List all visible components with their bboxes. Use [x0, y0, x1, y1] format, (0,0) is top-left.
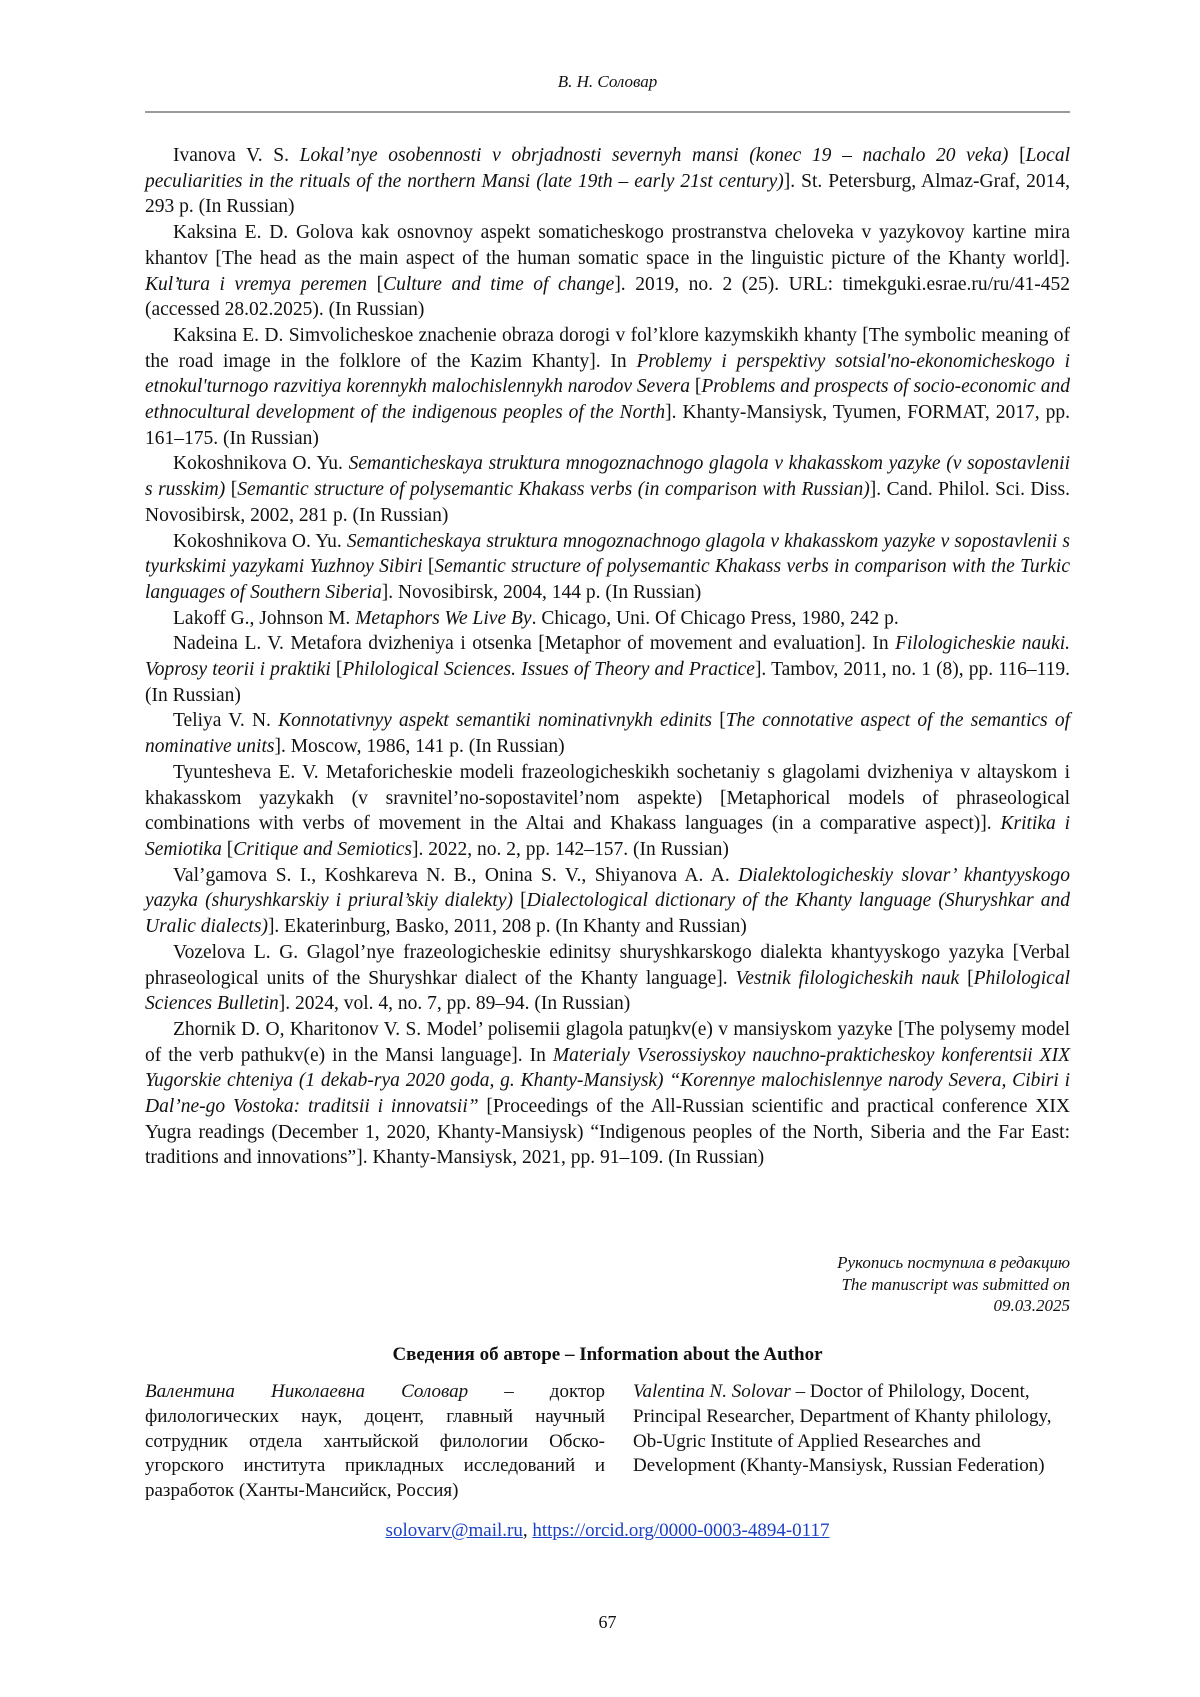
reference-text: Zhornik D. O, Kharitonov V. S. Model’ polisemii glagola patuŋkv(e) v mansiyskom yazyke [The polysemy model of the verb pathukv(e) in the Mansi language]. In	[145, 1018, 1070, 1066]
reference-text: ]. 2022, no. 2, pp. 142–157. (In Russian)	[412, 838, 729, 860]
reference-title-italic: Semanticheskaya struktura mnogoznachnogo glagola v khakasskom yazyke v sopostavlenii s tyurkskimi yazykami Yuzhnoy Sibiri	[145, 530, 1070, 578]
reference-text: [	[959, 967, 974, 989]
reference-entry	[145, 451, 1070, 528]
reference-title-italic: Filologicheskie nauki. Voprosy teorii i praktiki	[145, 633, 1070, 681]
page-number: 67	[598, 1612, 617, 1632]
reference-title-italic: Semanticheskaya struktura mnogoznachnogo glagola v khakasskom yazyke (v sopostavlenii s russkim)	[145, 453, 1070, 501]
reference-text: Teliya V. N.	[173, 710, 279, 732]
author-info-ru	[145, 1380, 605, 1504]
reference-entry	[145, 529, 1070, 606]
reference-text: Tyuntesheva E. V. Metaforicheskie modeli frazeologicheskikh sochetaniy s glagolami dvizheniya v altayskom i khakasskom yazykakh (v sravnitel’no-sopostavitel’nom aspekte) [Metaphorical models of phraseological combinations with verbs of movement in the Altai and Khakass languages (in a comparative aspect)].	[145, 761, 1070, 835]
reference-text: ]. Tambov, 2011, no. 1 (8), pp. 116–119. (In Russian)	[145, 659, 1070, 706]
reference-text: ]. 2024, vol. 4, no. 7, pp. 89–94. (In Russian)	[278, 993, 631, 1015]
reference-text: ]. Moscow, 1986, 141 p. (In Russian)	[274, 736, 565, 758]
reference-text: Kaksina E. D. Simvolicheskoe znachenie obraza dorogi v fol’klore kazymskikh khanty [The symbolic meaning of the road image in the folklore of the Kazim Khanty]. In	[145, 324, 1070, 372]
reference-title-italic: Semantic structure of polysemantic Khakass verbs (in comparison with Russian)	[237, 479, 870, 501]
submission-note	[670, 1252, 1070, 1317]
submission-date: 09.03.2025	[993, 1296, 1070, 1315]
reference-text: [	[689, 376, 702, 398]
reference-title-italic: Kritika i Semiotika	[145, 813, 1070, 860]
reference-text: [Proceedings of the All-Russian scientific and practical conference XIX Yugra readings (December 1, 2020, Khanty-Mansiysk) “Indigenous peoples of the North, Siberia and the Far East: traditions and innovations”]. Khanty-Mansiysk, 2021, pp. 91–109. (In Russian)	[145, 1096, 1070, 1169]
reference-title-italic: Philological Sciences Bulletin	[145, 967, 1070, 1015]
reference-text: Ivanova V. S.	[173, 145, 300, 166]
reference-title-italic: Local peculiarities in the rituals of the northern Mansi (late 19th – early 21st century)	[145, 145, 1070, 192]
reference-text: [	[513, 890, 527, 912]
running-title: В. Н. Соловар	[557, 72, 658, 91]
reference-title-italic: Dialektologicheskiy slovar’ khantyyskogo yazyka (shuryshkarskiy i priural’skiy dialekty)	[145, 864, 1070, 912]
reference-entry	[145, 323, 1070, 452]
reference-text: . Chicago, Uni. Of Chicago Press, 1980, 242 p.	[531, 607, 899, 629]
reference-entry	[145, 940, 1070, 1017]
reference-text: ]. 2019, no. 2 (25). URL: timekguki.esrae.ru/ru/41-452 (accessed 28.02.2025). (In Russian)	[145, 273, 1070, 321]
reference-entry	[145, 1017, 1070, 1171]
reference-list	[145, 143, 1070, 1171]
reference-entry	[145, 863, 1070, 940]
reference-text: Nadeina L. V. Metafora dvizheniya i otsenka [Metaphor of movement and evaluation]. In	[173, 633, 896, 655]
reference-title-italic: Kul’tura i vremya peremen	[145, 273, 368, 295]
reference-text: Val’gamova S. I., Koshkareva N. B., Onina S. V., Shiyanova A. A.	[173, 864, 739, 886]
reference-text: [	[330, 659, 343, 681]
submission-note-ru: Рукопись поступила в редакцию	[837, 1253, 1070, 1272]
reference-text: [	[1008, 145, 1026, 166]
reference-entry	[145, 708, 1070, 759]
reference-title-italic: Culture and time of change	[383, 273, 615, 295]
reference-text: Kokoshnikova O. Yu.	[173, 453, 349, 475]
reference-entry	[145, 631, 1070, 708]
reference-text: Kokoshnikova O. Yu.	[173, 530, 347, 552]
reference-text: Lakoff G., Johnson M.	[173, 607, 356, 629]
reference-entry	[145, 606, 1070, 632]
reference-title-italic: The connotative aspect of the semantics of nominative units	[145, 710, 1071, 758]
reference-text: ]. Novosibirsk, 2004, 144 p. (In Russian)	[381, 581, 702, 603]
reference-entry	[145, 220, 1070, 323]
author-info-heading: Сведения об авторе – Information about the Author	[392, 1344, 823, 1365]
reference-text: [	[712, 710, 726, 732]
author-description-en: – Doctor of Philology, Docent, Principal Researcher, Department of Khanty philology, Ob-Ugric Institute of Applied Researches and Development (Khanty-Mansiysk, Russian Federation)	[633, 1381, 1052, 1477]
reference-text: [	[367, 273, 384, 295]
reference-text: Kaksina E. D. Golova kak osnovnoy aspekt somaticheskogo prostranstva cheloveka v yazykovoy kartine mira khantov [The head as the main aspect of the human somatic space in the linguistic picture of the Khanty world].	[145, 222, 1070, 269]
orcid-link[interactable]: https://orcid.org/0000-0003-4894-0117	[532, 1520, 830, 1541]
reference-entry	[145, 143, 1070, 220]
header-rule	[145, 111, 1070, 113]
reference-title-italic: Philological Sciences. Issues of Theory and Practice	[342, 659, 755, 681]
email-link[interactable]: solovarv@mail.ru	[385, 1520, 523, 1541]
reference-text: ]. Khanty-Mansiysk, Tyumen, FORMAT, 2017, pp. 161–175. (In Russian)	[145, 402, 1070, 449]
reference-title-italic: Critique and Semiotics	[233, 838, 413, 860]
submission-note-en: The manuscript was submitted on	[841, 1274, 1070, 1294]
author-contacts	[145, 1520, 1070, 1542]
reference-title-italic: Dialectological dictionary of the Khanty language (Shuryshkar and Uralic dialects)	[145, 890, 1071, 938]
reference-title-italic: Materialy Vserossiyskoy nauchno-prakticheskoy konferentsii XIX Yugorskie chteniya (1 dekab-rya 2020 goda, g. Khanty-Mansiysk) “Korennye malochislennye narody Severa, Cibiri i Dal’ne-go Vostoka: traditsii i innovatsii”	[145, 1044, 1070, 1118]
author-name-ru: Валентина Николаевна Соловар	[145, 1381, 469, 1402]
author-info-en	[633, 1380, 1070, 1479]
reference-text: [	[422, 556, 435, 578]
reference-title-italic: Semantic structure of polysemantic Khakass verbs in comparison with the Turkic languages of Southern Siberia	[145, 556, 1070, 603]
reference-text: ]. Ekaterinburg, Basko, 2011, 208 p. (In Khanty and Russian)	[267, 916, 747, 938]
reference-title-italic: Lokal’nye osobennosti v obrjadnosti severnyh mansi (konec 19 – nachalo 20 veka)	[299, 145, 1009, 166]
reference-text: ]. St. Petersburg, Almaz-Graf, 2014, 293 p. (In Russian)	[145, 170, 1070, 218]
reference-title-italic: Problems and prospects of socio-economic and ethnocultural development of the indigenous peoples of the North	[145, 376, 1070, 424]
reference-title-italic: Problemy i perspektivy sotsial'no-ekonomicheskogo i etnokul'turnogo razvitiya korennykh malochislennykh narodov Severa	[145, 350, 1070, 398]
contacts-separator: ,	[522, 1520, 533, 1541]
reference-title-italic: Vestnik filologicheskih nauk	[735, 967, 960, 989]
reference-entry	[145, 760, 1070, 863]
author-name-en: Valentina N. Solovar	[633, 1381, 791, 1402]
reference-text: [	[225, 479, 238, 501]
author-description-ru: – доктор филологических наук, доцент, главный научный сотрудник отдела хантыйской филологии Обско-угорского института прикладных исследований и разработок (Ханты-Мансийск, Россия)	[145, 1381, 606, 1502]
reference-text: ]. Cand. Philol. Sci. Diss. Novosibirsk, 2002, 281 p. (In Russian)	[145, 479, 1070, 526]
reference-text: [	[221, 838, 234, 860]
reference-title-italic: Konnotativnyy aspekt semantiki nominativnykh edinits	[278, 710, 712, 732]
reference-title-italic: Metaphors We Live By	[355, 607, 532, 629]
reference-text: Vozelova L. G. Glagol’nye frazeologicheskie edinitsy shuryshkarskogo dialekta khantyyskogo yazyka [Verbal phraseological units of the Shuryshkar dialect of the Khanty language].	[145, 941, 1070, 989]
